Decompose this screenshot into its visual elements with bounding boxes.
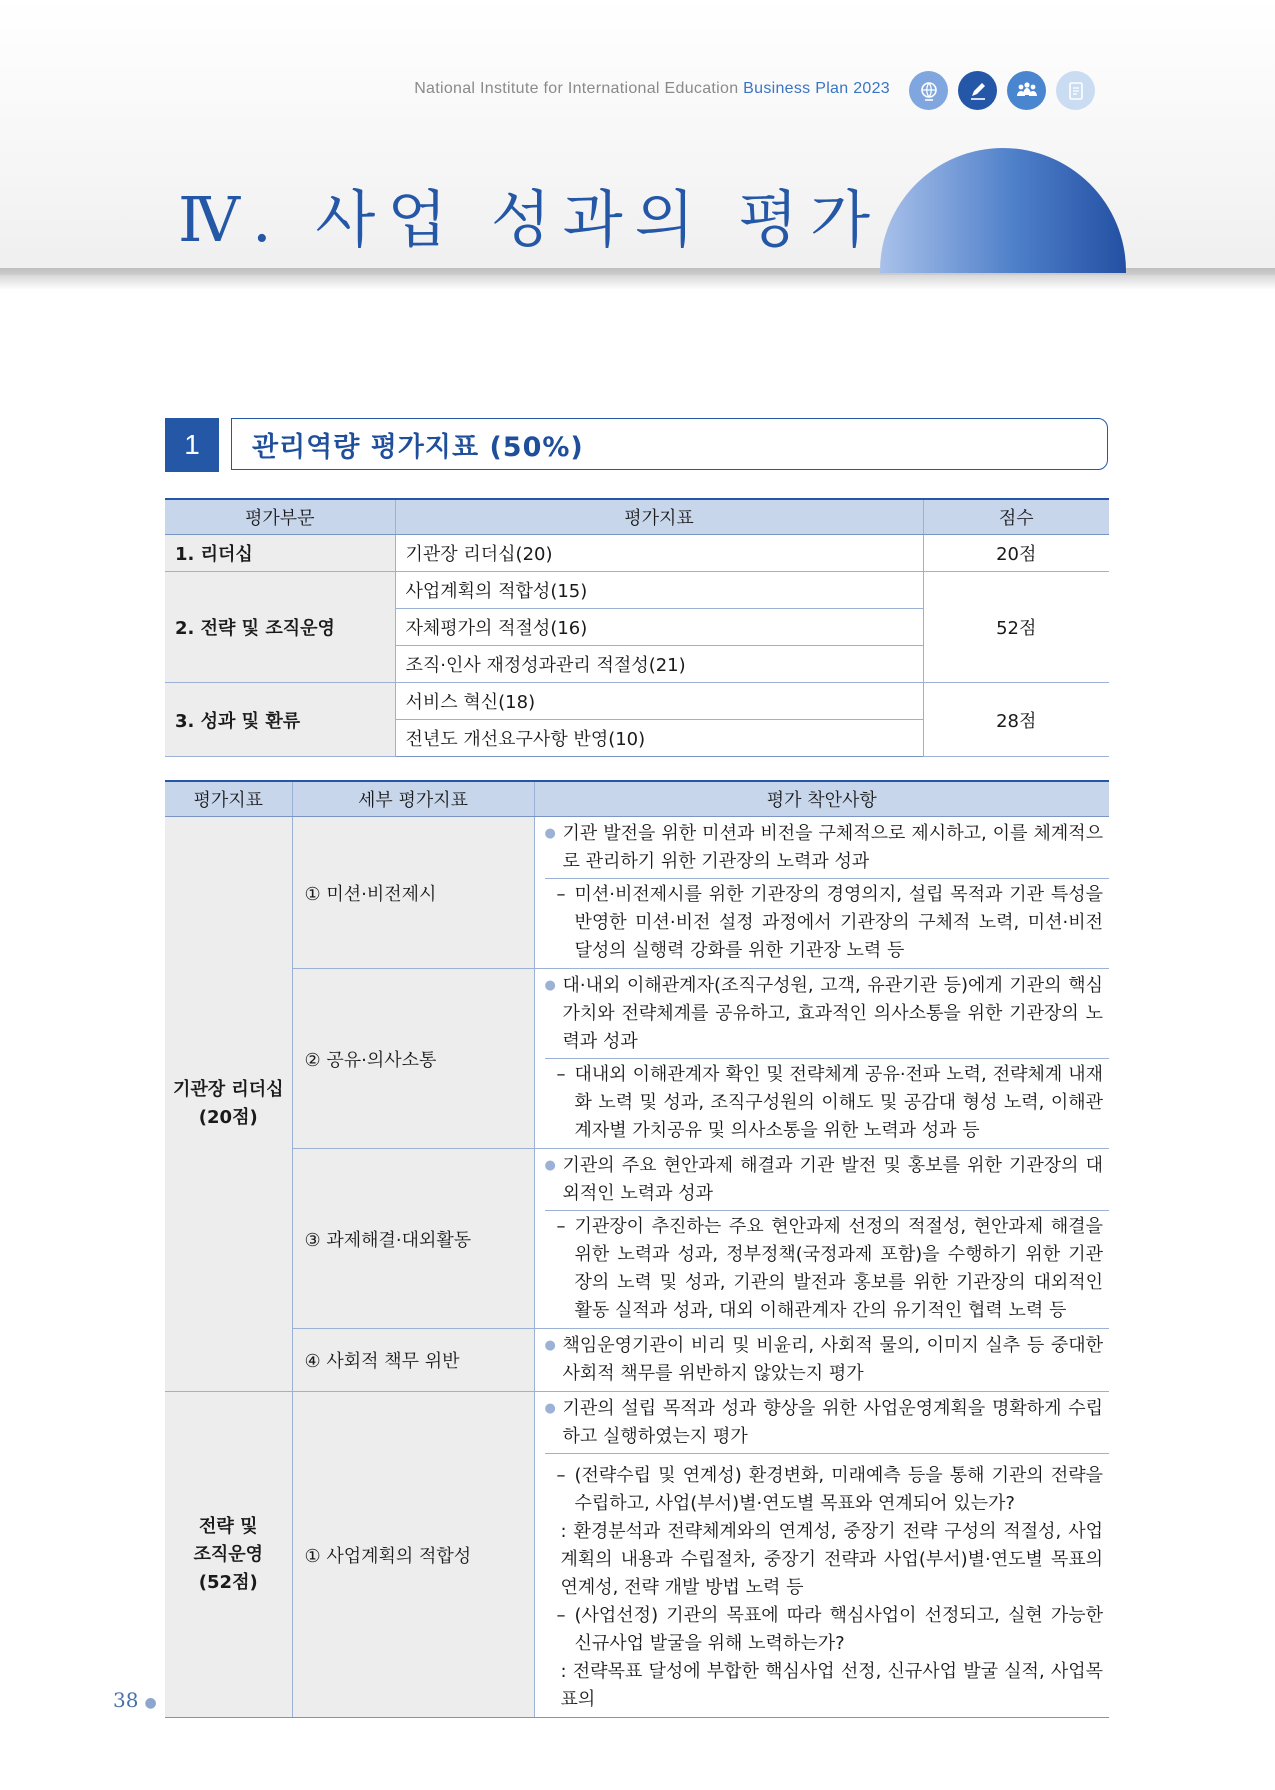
header-cell: 점수 <box>923 499 1109 535</box>
score-cell: 20점 <box>923 535 1109 572</box>
divider <box>545 1058 1110 1059</box>
sub-indicator-cell: ① 미션·비전제시 <box>292 817 534 969</box>
criteria-detail: – 기관장이 추진하는 주요 현안과제 선정의 적절성, 현안과제 해결을 위한 노력과 성과, 정부정책(국정과제 포함)을 수행하기 위한 기관장의 노력 및 성과, 기관의 발전과 홍보를 위한 기관장의 대외적인 활동 실적과 성과, 대외 이해관계자 간의 유기적인 협력 노력 등 <box>545 1213 1104 1325</box>
table-row <box>165 535 1109 572</box>
criteria-bullet: ● 대·내외 이해관계자(조직구성원, 고객, 유관기관 등)에게 기관의 핵심가치와 전략체계를 공유하고, 효과적인 의사소통을 위한 기관장의 노력과 성과 <box>545 972 1104 1056</box>
divider <box>545 878 1110 879</box>
note-text: : 환경분석과 전략체계와의 연계성, 중장기 전략 구성의 적절성, 사업계획의 내용과 수립절차, 중장기 전략과 사업(부서)별·연도별 목표의 연계성, 전략 개발 방법 노력 등 <box>560 1521 1103 1598</box>
document-icon <box>1056 71 1095 110</box>
criteria-cell <box>534 817 1109 969</box>
header-icons <box>909 71 1095 110</box>
indicator-cell: 전략 및 조직운영 (52점) <box>165 1392 292 1718</box>
people-icon <box>1007 71 1046 110</box>
criteria-detail: – (전략수립 및 연계성) 환경변화, 미래예측 등을 통해 기관의 전략을 수립하고, 사업(부서)별·연도별 목표와 연계되어 있는가? <box>545 1462 1104 1518</box>
bullet-text: 책임운영기관이 비리 및 비윤리, 사회적 물의, 이미지 실추 등 중대한 사회적 책무를 위반하지 않았는지 평가 <box>562 1335 1103 1384</box>
header-cell: 세부 평가지표 <box>292 781 534 817</box>
page-number-text: 38 <box>113 1688 139 1712</box>
header-cell: 평가지표 <box>395 499 923 535</box>
detail-text: (사업선정) 기관의 목표에 따라 핵심사업이 선정되고, 실현 가능한 신규사업 발굴을 위해 노력하는가? <box>574 1605 1103 1654</box>
detail-text: 기관장이 추진하는 주요 현안과제 선정의 적절성, 현안과제 해결을 위한 노력과 성과, 정부정책(국정과제 포함)을 수행하기 위한 기관장의 노력 및 성과, 기관의 발전과 홍보를 위한 기관장의 대외적인 활동 실적과 성과, 대외 이해관계자 간의 유기적인 협력 노력 등 <box>574 1216 1103 1321</box>
sub-indicator-cell: ① 사업계획의 적합성 <box>292 1392 534 1718</box>
criteria-cell <box>534 1392 1109 1718</box>
table-row <box>165 572 1109 609</box>
table-row <box>165 1392 1109 1718</box>
table-row <box>165 1149 1109 1329</box>
table-row <box>165 1329 1109 1392</box>
criteria-cell <box>534 1149 1109 1329</box>
indicator-cell: 사업계획의 적합성(15) <box>395 572 923 609</box>
summary-table <box>165 498 1109 757</box>
section-title: 관리역량 평가지표 (50%) <box>252 431 584 463</box>
category-cell: 3. 성과 및 환류 <box>165 683 395 757</box>
bullet-text: 기관의 설립 목적과 성과 향상을 위한 사업운영계획을 명확하게 수립하고 실행하였는지 평가 <box>562 1398 1103 1447</box>
criteria-note <box>545 1518 1104 1602</box>
table-row <box>165 969 1109 1149</box>
pen-icon <box>958 71 997 110</box>
indicator-cell: 서비스 혁신(18) <box>395 683 923 720</box>
criteria-table <box>165 780 1109 1718</box>
category-cell: 1. 리더십 <box>165 535 395 572</box>
criteria-cell <box>534 1329 1109 1392</box>
indicator-cell: 기관장 리더십 (20점) <box>165 817 292 1392</box>
header-cell: 평가부문 <box>165 499 395 535</box>
criteria-detail: – 미션·비전제시를 위한 기관장의 경영의지, 설립 목적과 기관 특성을 반영한 미션·비전 설정 과정에서 기관장의 구체적 노력, 미션·비전 달성의 실행력 강화를 위한 기관장 노력 등 <box>545 881 1104 965</box>
sub-indicator-cell: ② 공유·의사소통 <box>292 969 534 1149</box>
criteria-bullet: ● 기관의 설립 목적과 성과 향상을 위한 사업운영계획을 명확하게 수립하고 실행하였는지 평가 <box>545 1395 1104 1451</box>
criteria-table-header <box>165 781 1109 817</box>
page-number: 38 ● <box>113 1688 157 1712</box>
table-row <box>165 817 1109 969</box>
header-org: National Institute for International Education <box>414 80 739 97</box>
summary-table-header <box>165 499 1109 535</box>
header-doc: Business Plan 2023 <box>743 80 890 97</box>
globe-icon <box>909 71 948 110</box>
score-cell: 52점 <box>923 572 1109 683</box>
bullet-text: 대·내외 이해관계자(조직구성원, 고객, 유관기관 등)에게 기관의 핵심가치와 전략체계를 공유하고, 효과적인 의사소통을 위한 기관장의 노력과 성과 <box>562 975 1103 1052</box>
indicator-cell: 조직·인사 재정성과관리 적절성(21) <box>395 646 923 683</box>
divider <box>545 1453 1110 1454</box>
table-row <box>165 683 1109 720</box>
header-cell: 평가 착안사항 <box>534 781 1109 817</box>
indicator-cell: 기관장 리더십(20) <box>395 535 923 572</box>
score-cell: 28점 <box>923 683 1109 757</box>
criteria-cell <box>534 969 1109 1149</box>
detail-text: 대내외 이해관계자 확인 및 전략체계 공유·전파 노력, 전략체계 내재화 노력 및 성과, 조직구성원의 이해도 및 공감대 형성 노력, 이해관계자별 가치공유 및 의사소통을 위한 노력과 성과 등 <box>574 1064 1103 1141</box>
detail-text: (전략수립 및 연계성) 환경변화, 미래예측 등을 통해 기관의 전략을 수립하고, 사업(부서)별·연도별 목표와 연계되어 있는가? <box>574 1465 1103 1514</box>
indicator-cell: 자체평가의 적절성(16) <box>395 609 923 646</box>
section-title-box <box>231 418 1108 470</box>
criteria-bullet: ● 책임운영기관이 비리 및 비윤리, 사회적 물의, 이미지 실추 등 중대한 사회적 책무를 위반하지 않았는지 평가 <box>545 1332 1104 1388</box>
chapter-title: Ⅳ. 사업 성과의 평가 <box>178 183 883 256</box>
header-cell: 평가지표 <box>165 781 292 817</box>
bullet-text: 기관의 주요 현안과제 해결과 기관 발전 및 홍보를 위한 기관장의 대외적인 노력과 성과 <box>562 1155 1103 1204</box>
criteria-detail: – 대내외 이해관계자 확인 및 전략체계 공유·전파 노력, 전략체계 내재화 노력 및 성과, 조직구성원의 이해도 및 공감대 형성 노력, 이해관계자별 가치공유 및 의사소통을 위한 노력과 성과 등 <box>545 1061 1104 1145</box>
divider <box>545 1210 1110 1211</box>
sub-indicator-cell: ④ 사회적 책무 위반 <box>292 1329 534 1392</box>
detail-text: 미션·비전제시를 위한 기관장의 경영의지, 설립 목적과 기관 특성을 반영한 미션·비전 설정 과정에서 기관장의 구체적 노력, 미션·비전 달성의 실행력 강화를 위한 기관장 노력 등 <box>574 884 1103 961</box>
bullet-text: 기관 발전을 위한 미션과 비전을 구체적으로 제시하고, 이를 체계적으로 관리하기 위한 기관장의 노력과 성과 <box>562 823 1103 872</box>
category-cell: 2. 전략 및 조직운영 <box>165 572 395 683</box>
criteria-detail: – (사업선정) 기관의 목표에 따라 핵심사업이 선정되고, 실현 가능한 신규사업 발굴을 위해 노력하는가? <box>545 1602 1104 1658</box>
note-text: : 전략목표 달성에 부합한 핵심사업 선정, 신규사업 발굴 실적, 사업목표의 <box>560 1661 1103 1710</box>
sub-indicator-cell: ③ 과제해결·대외활동 <box>292 1149 534 1329</box>
section-number: 1 <box>165 418 219 472</box>
indicator-cell: 전년도 개선요구사항 반영(10) <box>395 720 923 757</box>
criteria-bullet: ● 기관의 주요 현안과제 해결과 기관 발전 및 홍보를 위한 기관장의 대외적인 노력과 성과 <box>545 1152 1104 1208</box>
running-header <box>414 80 890 98</box>
criteria-bullet: ● 기관 발전을 위한 미션과 비전을 구체적으로 제시하고, 이를 체계적으로 관리하기 위한 기관장의 노력과 성과 <box>545 820 1104 876</box>
criteria-note <box>545 1658 1104 1714</box>
